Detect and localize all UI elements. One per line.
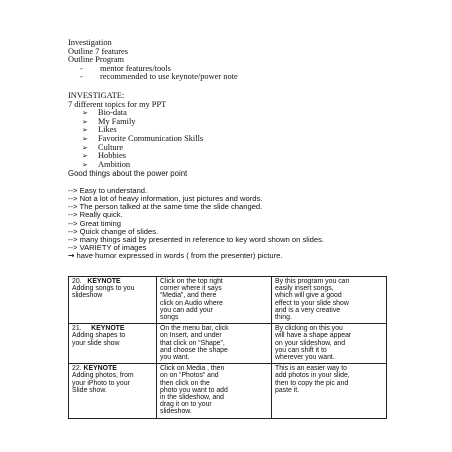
how-line: photo you want to add bbox=[160, 386, 228, 394]
note-line: you can shift it to bbox=[275, 346, 327, 354]
arrow-bullet-icon: ➢ bbox=[82, 134, 88, 143]
arrow-bullet-icon: ➢ bbox=[82, 117, 88, 126]
sub-item bbox=[68, 73, 408, 82]
how-line: that click on “Shape”, bbox=[160, 339, 225, 347]
good-thing-item: --> Quick change of slides. bbox=[68, 226, 159, 236]
how-cell bbox=[157, 277, 272, 324]
note-line: thing. bbox=[275, 314, 292, 322]
topic-text: Likes bbox=[98, 125, 117, 135]
keyword-label: KEYNOTE bbox=[87, 278, 121, 285]
task-line: your slide show bbox=[72, 339, 120, 347]
task-line: Adding photos, from bbox=[72, 372, 134, 380]
arrow-bullet-icon: ➢ bbox=[82, 143, 88, 152]
sub-item-text: recommended to use keynote/power note bbox=[100, 72, 238, 82]
how-line: on Insert, and under bbox=[160, 332, 222, 340]
how-line: songs bbox=[160, 314, 179, 322]
how-line: Click on Media , then bbox=[160, 365, 225, 373]
note-cell bbox=[272, 277, 387, 324]
row-number: 22. bbox=[72, 365, 82, 373]
topic-item bbox=[68, 118, 408, 127]
table-row bbox=[69, 364, 387, 418]
task-cell bbox=[69, 324, 157, 364]
topic-text: Favorite Communication Skills bbox=[98, 133, 204, 143]
sub-item-text: mentor features/tools bbox=[100, 63, 171, 73]
good-thing-text: have humor expressed in words ( from the presenter) picture. bbox=[74, 250, 283, 260]
note-line: then to copy the pic and bbox=[275, 379, 349, 387]
how-cell bbox=[157, 324, 272, 364]
row-number: 21. bbox=[72, 325, 82, 333]
good-things-block bbox=[68, 170, 408, 260]
table-row bbox=[69, 324, 387, 364]
investigate-subtitle: 7 different topics for my PPT bbox=[68, 99, 167, 109]
topic-text: My Family bbox=[98, 116, 136, 126]
arrow-bullet-icon: ➢ bbox=[82, 152, 88, 161]
how-line: corner where it says bbox=[160, 285, 222, 293]
note-line: By clicking on this you bbox=[275, 325, 343, 333]
note-cell bbox=[272, 364, 387, 418]
how-line: you want. bbox=[160, 354, 190, 362]
arrow-bullet-icon: ➢ bbox=[82, 126, 88, 135]
task-cell bbox=[69, 364, 157, 418]
task-line: Slide show. bbox=[72, 386, 107, 394]
note-line: which will give a good bbox=[275, 292, 342, 300]
right-arrow-icon: → bbox=[68, 250, 75, 260]
task-heading bbox=[72, 365, 153, 372]
how-line: On the menu bar, click bbox=[160, 325, 229, 333]
how-line: slideshow. bbox=[160, 408, 192, 416]
how-cell bbox=[157, 364, 272, 418]
header-line-investigation: Investigation bbox=[68, 38, 112, 47]
how-line: on on “Photos” and bbox=[160, 372, 219, 380]
note-line: on your slideshow, and bbox=[275, 339, 346, 347]
how-line: click on Audio where bbox=[160, 299, 223, 307]
note-line: By this program you can bbox=[275, 278, 350, 285]
how-line: in the slideshow, and bbox=[160, 394, 224, 402]
task-line: slideshow bbox=[72, 292, 103, 300]
keynote-table bbox=[68, 276, 387, 419]
keyword-label: KEYNOTE bbox=[83, 365, 117, 373]
good-thing-item: --> Really quick. bbox=[68, 210, 123, 220]
note-line: easily insert songs, bbox=[275, 285, 334, 293]
note-line: effect to your slide show bbox=[275, 299, 349, 307]
note-line: will have a shape appear bbox=[275, 332, 352, 340]
task-line: your iPhoto to your bbox=[72, 379, 130, 387]
topic-text: Ambition bbox=[98, 159, 131, 169]
arrow-bullet-icon: ➢ bbox=[82, 160, 88, 169]
note-line: wherever you want. bbox=[275, 354, 335, 362]
topic-text: Bio-data bbox=[98, 108, 127, 118]
task-line: Adding songs to you bbox=[72, 285, 135, 293]
keyword-label: KEYNOTE bbox=[91, 325, 125, 333]
investigate-title: INVESTIGATE: bbox=[68, 91, 125, 100]
note-cell bbox=[272, 324, 387, 364]
how-line: drag it on to your bbox=[160, 401, 212, 409]
dash-marker: - bbox=[80, 72, 83, 82]
how-line: and choose the shape bbox=[160, 346, 228, 354]
topic-text: Culture bbox=[98, 142, 124, 152]
good-things-title: Good things about the power point bbox=[68, 169, 188, 178]
how-line: you can add your bbox=[160, 306, 213, 314]
how-line: Click on the top right bbox=[160, 278, 223, 285]
note-line: and is a very creative bbox=[275, 306, 341, 314]
note-line: paste it. bbox=[275, 386, 300, 394]
good-thing-item: --> VARIETY of images bbox=[68, 242, 147, 252]
task-heading bbox=[72, 278, 153, 285]
table-row bbox=[69, 277, 387, 324]
investigate-block bbox=[68, 92, 408, 169]
good-thing-item: --> Easy to understand. bbox=[68, 186, 148, 196]
good-thing-item-last bbox=[68, 252, 408, 260]
row-number: 20. bbox=[72, 278, 82, 285]
dash-marker: - bbox=[80, 63, 83, 73]
good-thing-item: --> many things said by presented in reference to key word shown on slides. bbox=[68, 234, 324, 244]
good-thing-item: --> Not a lot of heavy information, just pictures and words. bbox=[68, 194, 263, 204]
task-line: Adding shapes to bbox=[72, 332, 126, 340]
good-thing-item: --> Great timing bbox=[68, 218, 121, 228]
header-line-outline-program: Outline Program bbox=[68, 55, 125, 65]
arrow-bullet-icon: ➢ bbox=[82, 109, 88, 118]
how-line: then click on the bbox=[160, 379, 210, 387]
note-line: add photos in your slide, bbox=[275, 372, 350, 380]
note-line: This is an easier way to bbox=[275, 365, 347, 373]
good-thing-item: --> The person talked at the same time the slide changed. bbox=[68, 202, 263, 212]
header-block bbox=[68, 39, 408, 82]
task-cell bbox=[69, 277, 157, 324]
how-line: “Media”, and there bbox=[160, 292, 217, 300]
header-line-outline-features: Outline 7 features bbox=[68, 46, 128, 56]
topic-text: Hobbies bbox=[98, 151, 126, 161]
task-heading bbox=[72, 325, 153, 332]
